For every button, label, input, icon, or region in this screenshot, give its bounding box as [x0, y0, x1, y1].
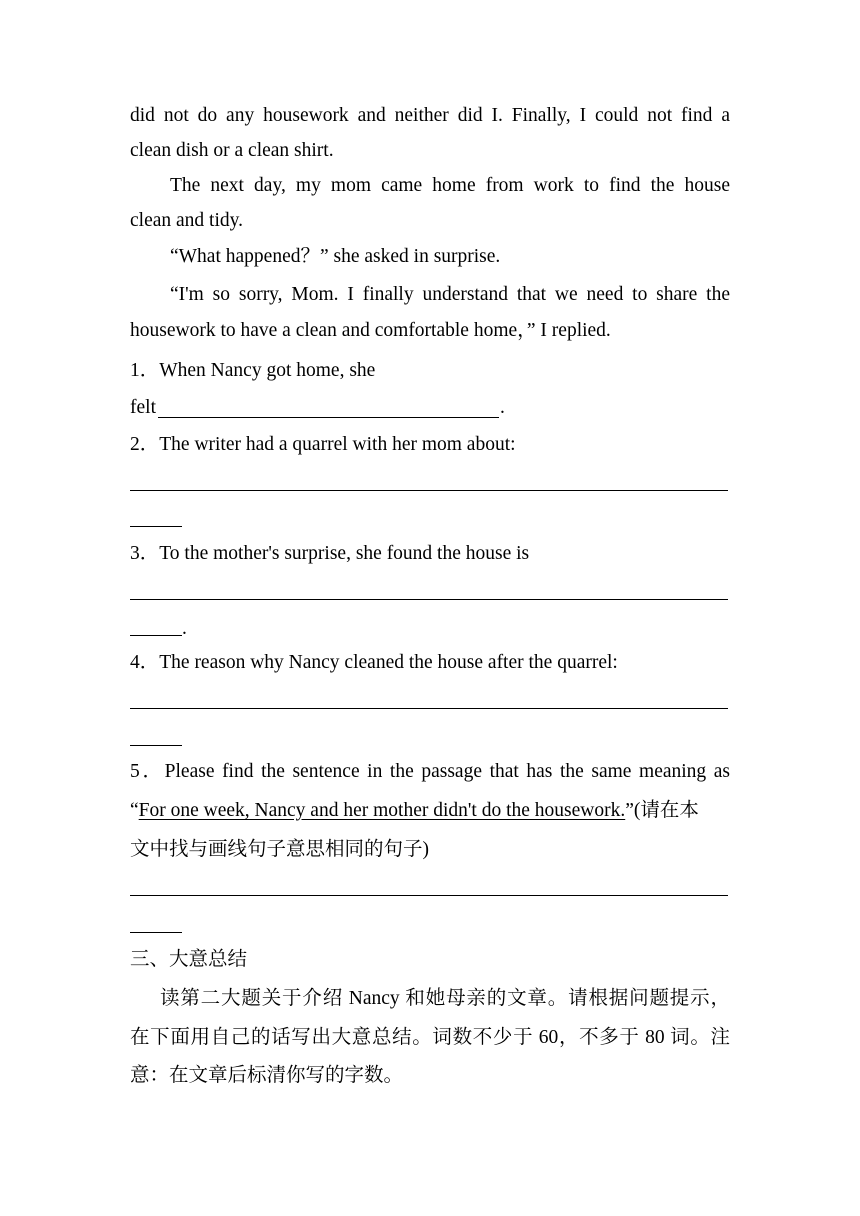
section-instruction-line: 在下面用自己的话写出大意总结。词数不少于 60，不多于 80 词。注: [130, 1027, 730, 1048]
passage-line: housework to have a clean and comfortable home，” I replied.: [130, 320, 611, 341]
question-3-suffix: .: [182, 618, 187, 639]
question-2: 2．The writer had a quarrel with her mom about:: [130, 434, 516, 455]
question-2-answer-blank[interactable]: [130, 490, 728, 491]
section-heading: 三、大意总结: [130, 949, 248, 970]
passage-line: clean and tidy.: [130, 210, 243, 231]
passage-line: did not do any housework and neither did I. Finally, I could not find a: [130, 105, 730, 126]
question-3-answer-blank[interactable]: [130, 599, 728, 600]
question-5: 5．Please find the sentence in the passage that has the same meaning as: [130, 761, 730, 782]
question-3-answer-blank-continued[interactable]: [130, 635, 182, 636]
question-5-answer-blank[interactable]: [130, 895, 728, 896]
passage-line: “I'm so sorry, Mom. I finally understand that we need to share the: [170, 284, 730, 305]
question-5-open-quote: “: [130, 800, 139, 821]
section-instruction-line: 读第二大题关于介绍 Nancy 和她母亲的文章。请根据问题提示，: [160, 988, 730, 1009]
question-4-answer-blank[interactable]: [130, 708, 728, 709]
question-4: 4．The reason why Nancy cleaned the house after the quarrel:: [130, 652, 618, 673]
question-5-quoted-sentence: [130, 799, 730, 823]
question-1-prefix: felt: [130, 397, 156, 418]
question-5-instruction: ”(请在本: [625, 800, 699, 821]
question-2-answer-blank-continued[interactable]: [130, 526, 182, 527]
question-3: 3．To the mother's surprise, she found the house is: [130, 543, 530, 564]
passage-line: clean dish or a clean shirt.: [130, 140, 334, 161]
question-1-suffix: .: [500, 397, 505, 418]
question-1-answer-blank[interactable]: [158, 417, 499, 418]
underlined-sentence: For one week, Nancy and her mother didn't do the housework.: [138, 800, 626, 821]
question-5-answer-blank-continued[interactable]: [130, 932, 182, 933]
question-1: 1．When Nancy got home, she: [130, 360, 376, 381]
question-5-instruction-cont: 文中找与画线句子意思相同的句子): [130, 839, 429, 860]
section-instruction-line: 意：在文章后标清你写的字数。: [130, 1065, 404, 1086]
question-4-answer-blank-continued[interactable]: [130, 745, 182, 746]
passage-line: “What happened？” she asked in surprise.: [170, 246, 501, 267]
passage-line: The next day, my mom came home from work to find the house: [170, 175, 730, 196]
